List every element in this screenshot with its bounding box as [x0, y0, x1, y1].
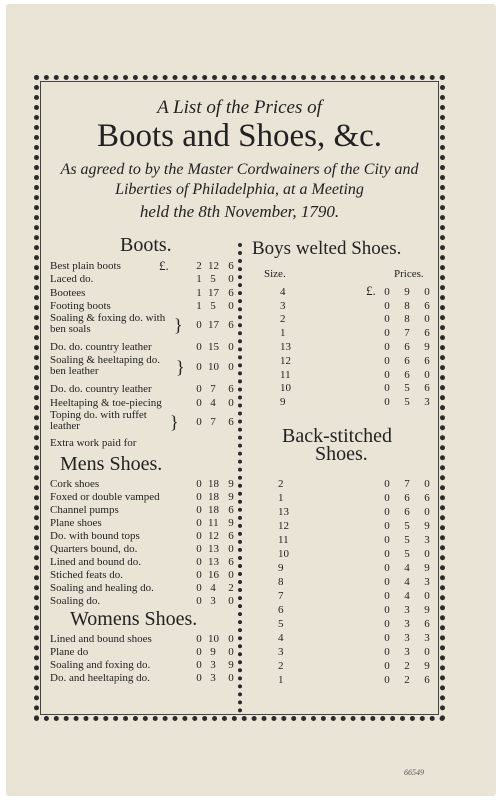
price-pence: 3	[424, 534, 430, 546]
price-pence: 6	[228, 260, 234, 272]
price-pence: 6	[424, 300, 430, 312]
price-shillings: 3	[404, 604, 410, 616]
price-shillings: 2	[404, 674, 410, 686]
price-shillings: 4	[404, 590, 410, 602]
boots-row	[50, 313, 235, 337]
price-pounds: 0	[384, 576, 390, 588]
boys-row	[280, 382, 440, 395]
price-pounds: 0	[196, 416, 202, 428]
price-pence: 0	[424, 548, 430, 560]
price-pounds: 0	[384, 492, 390, 504]
price-pounds: 0	[384, 618, 390, 630]
price-pence: 6	[424, 674, 430, 686]
price-pence: 9	[424, 562, 430, 574]
price-pounds: 0	[196, 517, 202, 529]
price-pence: 0	[424, 286, 430, 298]
backstitched-row	[278, 674, 438, 687]
size-value: 6	[278, 604, 284, 616]
price-shillings: 18	[208, 491, 219, 503]
price-pence: 0	[228, 273, 234, 285]
price-pounds: 0	[384, 520, 390, 532]
price-pounds: 1	[196, 273, 202, 285]
price-shillings: 2	[404, 660, 410, 672]
price-pence: 0	[424, 646, 430, 658]
price-pounds: 0	[384, 478, 390, 490]
size-value: 5	[278, 618, 284, 630]
backstitched-row	[278, 548, 438, 561]
boots-heading: Boots.	[120, 234, 172, 256]
price-shillings: 3	[404, 618, 410, 630]
size-value: 1	[280, 327, 286, 339]
womens-row-label: Plane do	[50, 646, 89, 658]
price-pounds: 0	[384, 369, 390, 381]
title-line-3: As agreed to by the Master Cordwainers of the City and Liberties of Philadelphia, at a Meeting	[60, 161, 419, 198]
size-value: 4	[280, 286, 286, 298]
price-pence: 6	[424, 327, 430, 339]
backstitched-heading: Back-stitched	[282, 425, 392, 447]
mens-row-label: Foxed or double vamped	[50, 491, 160, 503]
price-shillings: 4	[210, 582, 216, 594]
price-pounds: 0	[196, 491, 202, 503]
price-shillings: 3	[404, 632, 410, 644]
price-pence: 6	[228, 383, 234, 395]
price-shillings: 16	[208, 569, 219, 581]
womens-heading: Womens Shoes.	[70, 608, 198, 630]
price-pounds: 0	[384, 286, 390, 298]
boots-row-label: Bootees	[50, 287, 86, 299]
size-value: 1	[278, 492, 284, 504]
boots-row-label: Footing boots	[50, 300, 111, 312]
boots-row	[50, 273, 235, 286]
boots-row-label: Do. do. country leather	[50, 383, 152, 395]
price-shillings: 4	[404, 576, 410, 588]
boys-row	[280, 341, 440, 354]
price-pence: 6	[228, 319, 234, 331]
price-pence: 0	[424, 369, 430, 381]
size-value: 3	[278, 646, 284, 658]
boys-row	[280, 355, 440, 368]
boots-row	[50, 410, 235, 434]
boots-row-label: Do. do. country leather	[50, 341, 152, 353]
size-value: 12	[280, 355, 291, 367]
price-pounds: 0	[196, 672, 202, 684]
mens-row	[50, 504, 235, 517]
price-shillings: 3	[210, 595, 216, 607]
mens-row	[50, 543, 235, 556]
price-pence: 0	[424, 313, 430, 325]
backstitched-row	[278, 576, 438, 589]
size-value: 2	[280, 313, 286, 325]
price-pence: 0	[228, 595, 234, 607]
price-pounds: 1	[196, 287, 202, 299]
price-shillings: 6	[404, 341, 410, 353]
mens-row-label: Soaling and healing do.	[50, 582, 154, 594]
price-shillings: 6	[404, 355, 410, 367]
price-shillings: 6	[404, 492, 410, 504]
backstitched-row	[278, 590, 438, 603]
price-shillings: 5	[210, 273, 216, 285]
womens-row	[50, 672, 235, 685]
price-pounds: 0	[196, 556, 202, 568]
price-pounds: 0	[196, 341, 202, 353]
boys-row	[280, 396, 440, 409]
mens-row-label: Lined and bound do.	[50, 556, 142, 568]
price-pence: 6	[424, 382, 430, 394]
size-value: 8	[278, 576, 284, 588]
price-shillings: 8	[404, 300, 410, 312]
price-shillings: 13	[208, 556, 219, 568]
price-pence: 0	[424, 478, 430, 490]
mens-row	[50, 530, 235, 543]
womens-row	[50, 633, 235, 646]
mens-row-label: Channel pumps	[50, 504, 119, 516]
price-shillings: 17	[208, 287, 219, 299]
boys-row	[280, 300, 440, 313]
size-value: 4	[278, 632, 284, 644]
boots-row-label: Heeltaping & toe-piecing	[50, 397, 162, 409]
price-pounds: 0	[384, 327, 390, 339]
price-pence: 0	[424, 506, 430, 518]
brace-mark: }	[176, 357, 185, 377]
price-pounds: 2	[196, 260, 202, 272]
backstitched-row	[278, 632, 438, 645]
price-pounds: 0	[196, 397, 202, 409]
boys-heading: Boys welted Shoes.	[252, 238, 402, 259]
boots-row	[50, 341, 235, 354]
size-value: 7	[278, 590, 284, 602]
size-value: 11	[280, 369, 291, 381]
price-pence: 9	[424, 660, 430, 672]
price-shillings: 15	[208, 341, 219, 353]
mens-row	[50, 556, 235, 569]
price-pence: 0	[228, 361, 234, 373]
price-pence: 3	[424, 396, 430, 408]
backstitched-row	[278, 562, 438, 575]
size-value: 1	[278, 674, 284, 686]
price-pounds: 0	[384, 341, 390, 353]
price-pence: 6	[228, 416, 234, 428]
price-shillings: 6	[404, 506, 410, 518]
price-pence: 0	[228, 543, 234, 555]
price-pounds: 0	[384, 300, 390, 312]
column-divider	[238, 243, 242, 713]
womens-row	[50, 659, 235, 672]
womens-row-label: Lined and bound shoes	[50, 633, 152, 645]
title-line-2: Boots and Shoes, &c.	[96, 118, 383, 154]
mens-row	[50, 582, 235, 595]
boots-row-label: Best plain boots	[50, 260, 121, 272]
price-pence: 0	[424, 590, 430, 602]
boys-row	[280, 283, 440, 299]
price-pounds: 0	[384, 562, 390, 574]
mens-row	[50, 569, 235, 582]
price-pounds: 0	[196, 659, 202, 671]
size-value: 13	[278, 506, 289, 518]
brace-mark: }	[174, 315, 183, 335]
backstitched-row	[278, 506, 438, 519]
size-label: Size.	[264, 268, 286, 280]
backstitched-row	[278, 618, 438, 631]
size-value: 2	[278, 478, 284, 490]
price-pence: 6	[424, 492, 430, 504]
boots-row	[50, 260, 235, 273]
price-pounds: 0	[384, 660, 390, 672]
price-pence: 0	[228, 633, 234, 645]
boys-row	[280, 327, 440, 340]
boots-row	[50, 287, 235, 300]
mens-row-label: Stiched feats do.	[50, 569, 124, 581]
price-pence: 3	[424, 632, 430, 644]
title-line-1: A List of the Prices of	[157, 97, 322, 118]
price-pence: 0	[228, 672, 234, 684]
backstitched-row	[278, 534, 438, 547]
price-pounds: 0	[196, 504, 202, 516]
price-pounds: 0	[384, 506, 390, 518]
boys-row	[280, 313, 440, 326]
backstitched-row	[278, 478, 438, 491]
size-value: 10	[280, 382, 291, 394]
price-pounds: 0	[196, 383, 202, 395]
extra-work-note: Extra work paid for	[50, 437, 137, 449]
price-shillings: 4	[404, 562, 410, 574]
price-pence: 2	[228, 582, 234, 594]
boots-row	[50, 355, 235, 379]
price-pounds: 0	[196, 319, 202, 331]
price-pence: 9	[424, 341, 430, 353]
backstitched-row	[278, 604, 438, 617]
womens-row-label: Do. and heeltaping do.	[50, 672, 150, 684]
price-shillings: 5	[404, 520, 410, 532]
price-shillings: 7	[404, 478, 410, 490]
price-shillings: 4	[210, 397, 216, 409]
price-pence: 6	[424, 355, 430, 367]
price-pounds: 0	[384, 632, 390, 644]
brace-mark: }	[170, 412, 179, 432]
price-shillings: 6	[404, 369, 410, 381]
price-shillings: 5	[404, 382, 410, 394]
mens-row-label: Quarters bound, do.	[50, 543, 138, 555]
price-shillings: 11	[208, 517, 219, 529]
price-shillings: 10	[208, 361, 219, 373]
price-pence: 0	[228, 569, 234, 581]
boots-row	[50, 383, 235, 396]
price-shillings: 5	[210, 300, 216, 312]
price-shillings: 7	[404, 327, 410, 339]
mens-row-label: Cork shoes	[50, 478, 100, 490]
price-shillings: 5	[404, 548, 410, 560]
price-shillings: 7	[210, 416, 216, 428]
price-pence: 9	[228, 491, 234, 503]
price-pounds: 0	[384, 534, 390, 546]
price-shillings: 3	[210, 659, 216, 671]
price-pence: 9	[228, 478, 234, 490]
mens-row	[50, 478, 235, 491]
prices-label: Prices.	[394, 268, 424, 280]
mens-heading: Mens Shoes.	[60, 453, 163, 475]
price-pounds: 0	[196, 543, 202, 555]
price-shillings: 17	[208, 319, 219, 331]
mens-row	[50, 595, 235, 608]
backstitched-row	[278, 646, 438, 659]
mens-row-label: Plane shoes	[50, 517, 102, 529]
price-shillings: 3	[210, 672, 216, 684]
price-pence: 6	[228, 530, 234, 542]
price-shillings: 8	[404, 313, 410, 325]
price-pounds: 0	[196, 633, 202, 645]
price-shillings: 12	[208, 260, 219, 272]
backstitched-row	[278, 660, 438, 673]
price-pounds: 0	[384, 355, 390, 367]
price-pounds: 0	[384, 396, 390, 408]
price-pounds: 0	[196, 582, 202, 594]
price-shillings: 5	[404, 534, 410, 546]
price-pence: 0	[228, 646, 234, 658]
price-shillings: 18	[208, 478, 219, 490]
price-pence: 6	[228, 504, 234, 516]
price-shillings: 13	[208, 543, 219, 555]
price-pounds: 0	[384, 646, 390, 658]
price-shillings: 9	[404, 286, 410, 298]
price-pounds: 0	[384, 604, 390, 616]
title-line-4: held the 8th November, 1790.	[139, 202, 340, 221]
mens-row	[50, 491, 235, 504]
womens-row-label: Soaling and foxing do.	[50, 659, 151, 671]
price-pounds: 0	[196, 646, 202, 658]
price-pounds: 0	[196, 569, 202, 581]
size-value: 2	[278, 660, 284, 672]
boys-currency: £.	[366, 283, 376, 298]
price-shillings: 10	[208, 633, 219, 645]
price-pounds: 0	[384, 382, 390, 394]
price-pence: 9	[424, 520, 430, 532]
price-pounds: 0	[196, 361, 202, 373]
backstitched-heading-2: Shoes.	[315, 443, 368, 465]
mens-row-label: Do. with bound tops	[50, 530, 140, 542]
price-pence: 9	[228, 659, 234, 671]
price-shillings: 18	[208, 504, 219, 516]
price-pounds: 0	[196, 478, 202, 490]
size-value: 9	[280, 396, 286, 408]
size-value: 10	[278, 548, 289, 560]
price-pounds: 0	[384, 313, 390, 325]
backstitched-row	[278, 492, 438, 505]
price-pence: 0	[228, 397, 234, 409]
price-pence: 0	[228, 341, 234, 353]
boots-row-label: Soaling & heeltaping do. ben leather	[50, 354, 160, 377]
size-value: 13	[280, 341, 291, 353]
price-pounds: 0	[384, 590, 390, 602]
price-pounds: 0	[196, 530, 202, 542]
boots-row-label: Toping do. with ruffet leather	[50, 409, 147, 432]
price-pence: 9	[228, 517, 234, 529]
price-shillings: 3	[404, 646, 410, 658]
price-pounds: 1	[196, 300, 202, 312]
size-value: 12	[278, 520, 289, 532]
womens-row	[50, 646, 235, 659]
boots-row-label: Laced do.	[50, 273, 94, 285]
price-shillings: 12	[208, 530, 219, 542]
price-pence: 3	[424, 576, 430, 588]
backstitched-row	[278, 520, 438, 533]
price-pence: 6	[228, 556, 234, 568]
price-shillings: 7	[210, 383, 216, 395]
price-shillings: 9	[210, 646, 216, 658]
size-value: 3	[280, 300, 286, 312]
catalog-number: 66549	[404, 768, 424, 777]
price-pence: 6	[424, 618, 430, 630]
price-shillings: 5	[404, 396, 410, 408]
boots-row-label: Soaling & foxing do. with ben soals	[50, 312, 166, 335]
price-pence: 6	[228, 287, 234, 299]
mens-row	[50, 517, 235, 530]
price-pence: 0	[228, 300, 234, 312]
boots-currency: £.	[159, 258, 169, 273]
price-pounds: 0	[196, 595, 202, 607]
price-pounds: 0	[384, 674, 390, 686]
boys-row	[280, 369, 440, 382]
mens-row-label: Soaling do.	[50, 595, 101, 607]
price-pounds: 0	[384, 548, 390, 560]
size-value: 9	[278, 562, 284, 574]
size-value: 11	[278, 534, 289, 546]
price-pence: 9	[424, 604, 430, 616]
